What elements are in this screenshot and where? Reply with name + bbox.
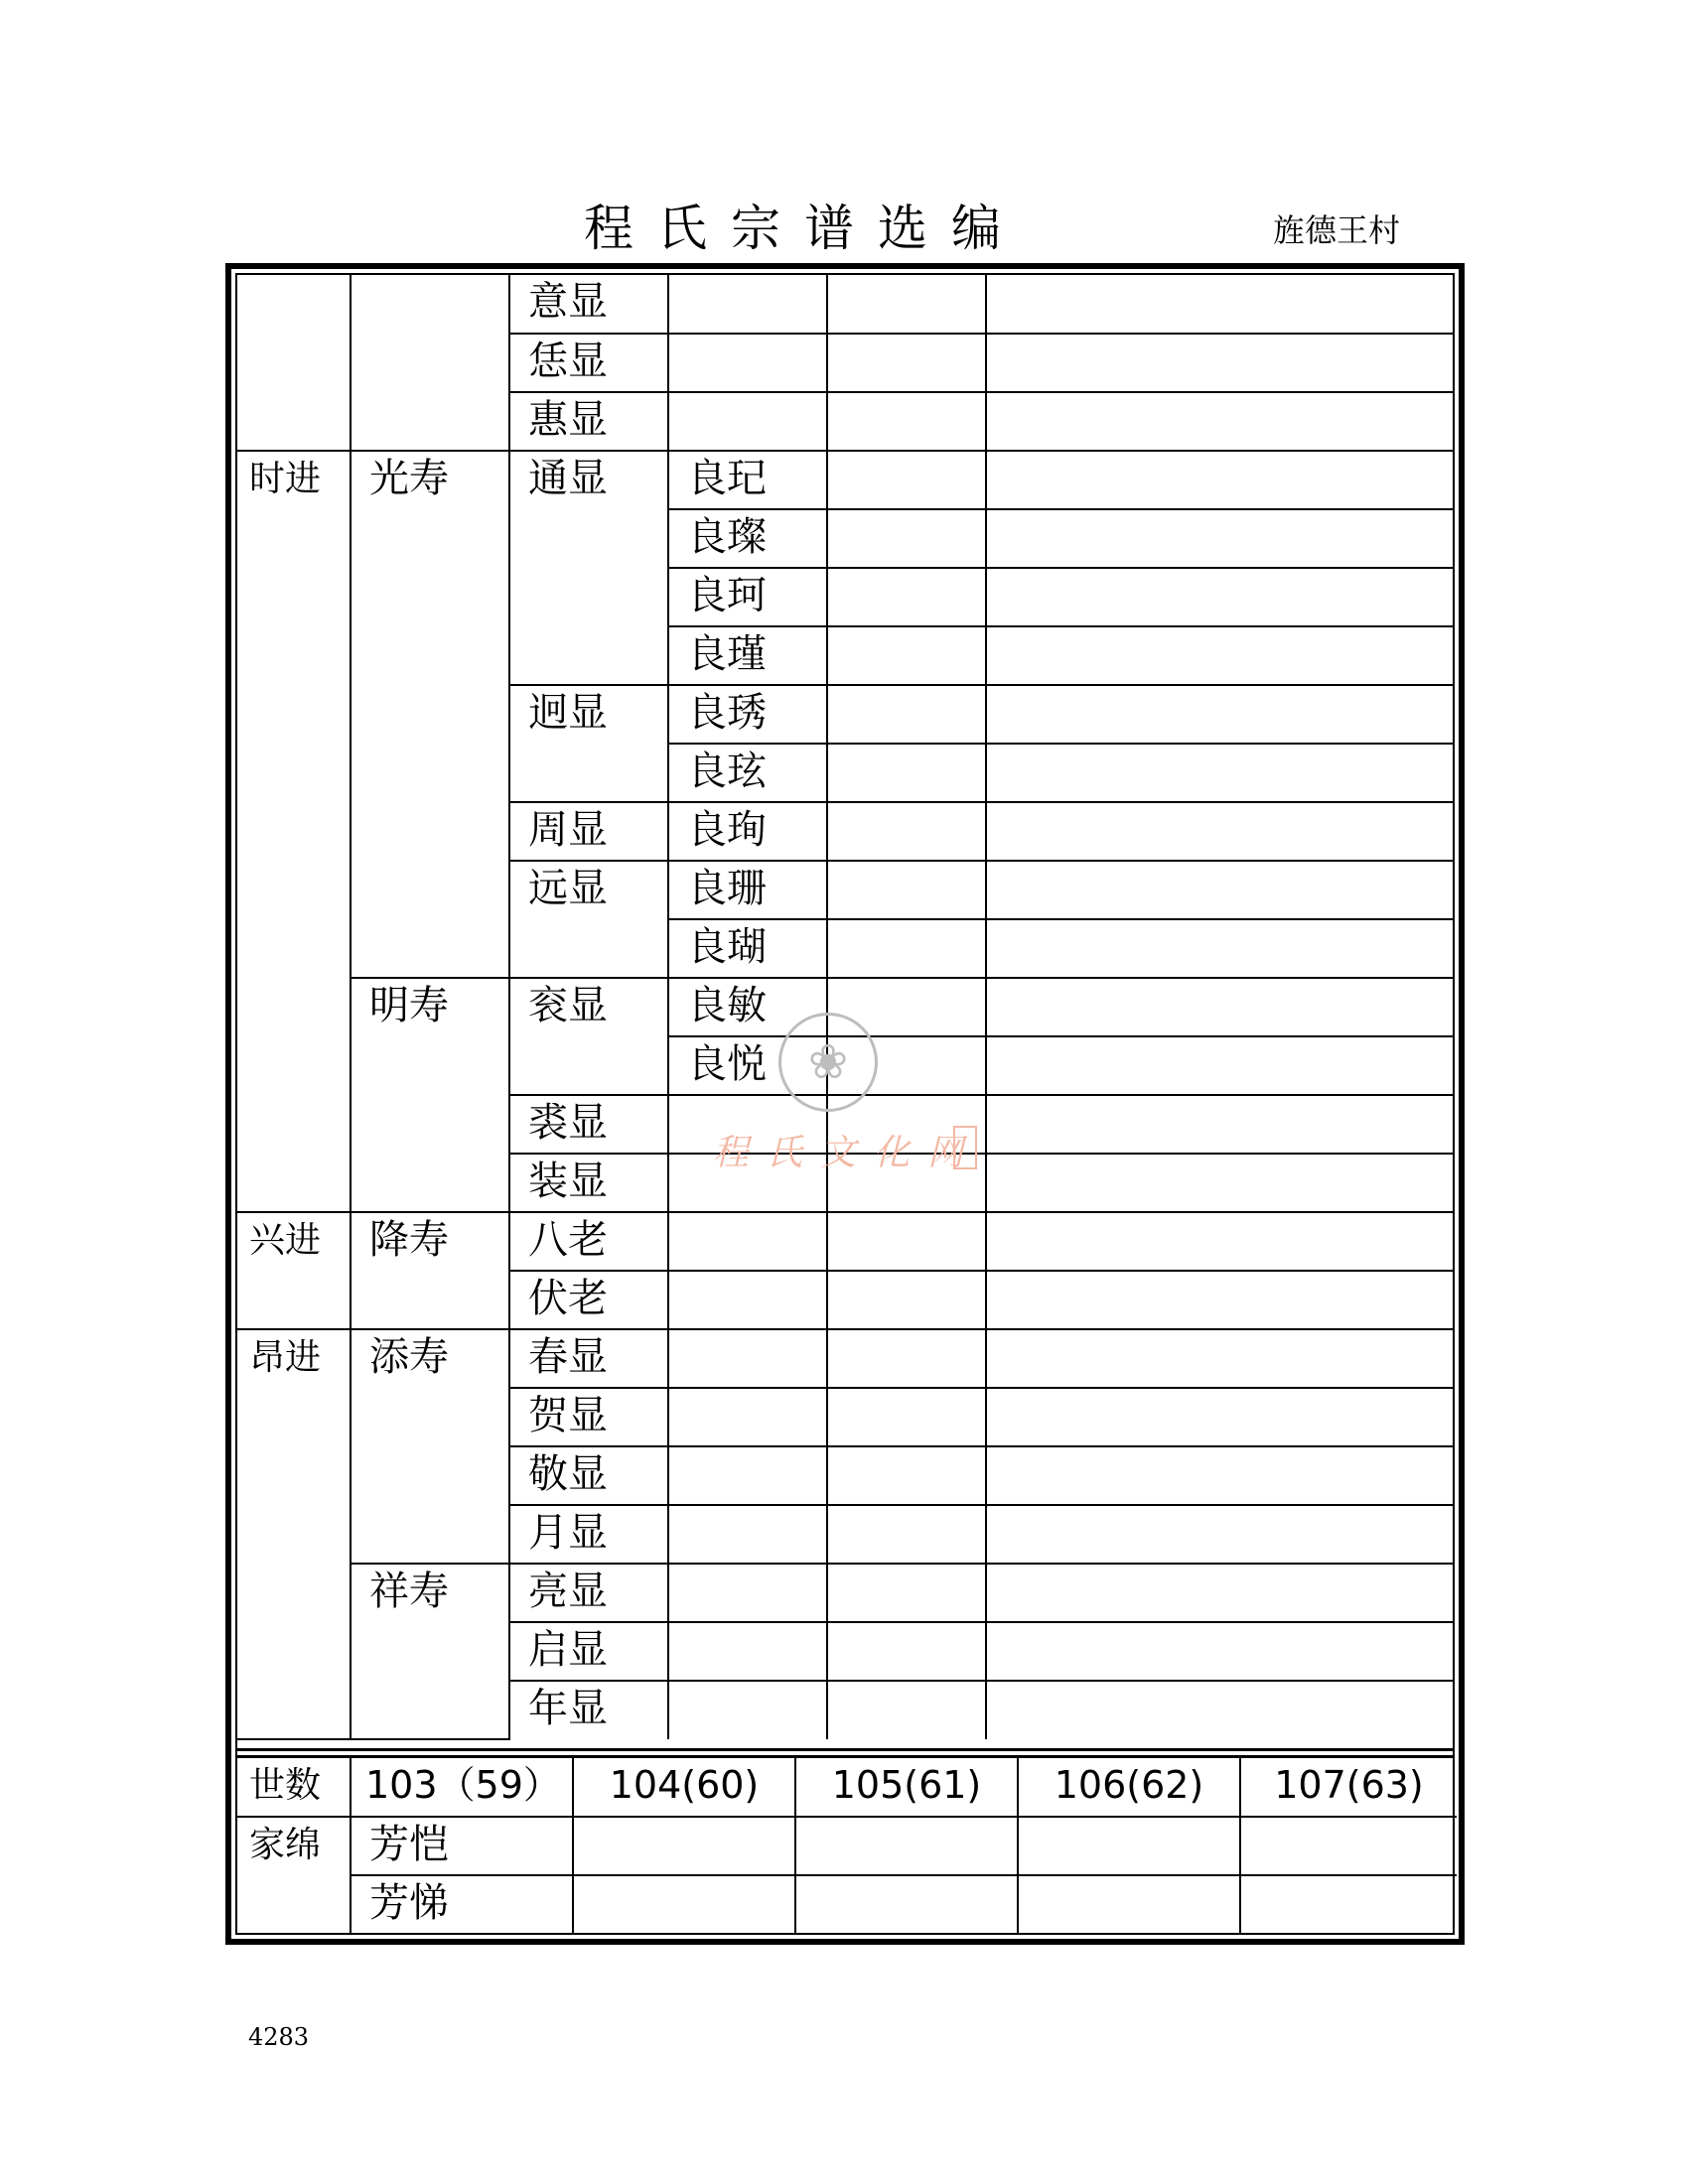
gen4-cell: 良悦 bbox=[668, 1036, 827, 1095]
gen6-cell bbox=[986, 451, 1453, 509]
gen3-cell: 月显 bbox=[509, 1505, 668, 1564]
generation-table bbox=[237, 1758, 1457, 1935]
gen6-cell bbox=[986, 1446, 1453, 1505]
family-row bbox=[237, 1875, 1457, 1934]
gen3-cell: 伏老 bbox=[509, 1271, 668, 1329]
family-cell bbox=[1018, 1817, 1240, 1875]
double-divider bbox=[237, 1748, 1453, 1758]
family-cell bbox=[1240, 1817, 1457, 1875]
gen5-cell bbox=[827, 1622, 986, 1681]
gen6-cell bbox=[986, 802, 1453, 861]
gen4-cell: 良珊 bbox=[668, 861, 827, 919]
watermark-stamp-icon bbox=[953, 1126, 977, 1169]
gen6-cell bbox=[986, 1388, 1453, 1446]
gen5-cell bbox=[827, 334, 986, 392]
gen4-cell bbox=[668, 1329, 827, 1388]
gen4-cell bbox=[668, 334, 827, 392]
gen6-cell bbox=[986, 509, 1453, 568]
gen2-cell: 降寿 bbox=[351, 1212, 509, 1329]
gen4-cell bbox=[668, 1271, 827, 1329]
gen6-cell bbox=[986, 1681, 1453, 1739]
gen6-cell bbox=[986, 978, 1453, 1036]
gen2-cell bbox=[351, 275, 509, 451]
genealogy-table bbox=[237, 275, 1453, 1740]
village-name: 旌德王村 bbox=[1273, 211, 1401, 249]
table-row bbox=[237, 451, 1453, 509]
gen5-cell bbox=[827, 1564, 986, 1622]
gen5-cell bbox=[827, 744, 986, 802]
gen6-cell bbox=[986, 919, 1453, 978]
gen3-cell: 意显 bbox=[509, 275, 668, 334]
table-row bbox=[237, 275, 1453, 334]
page-title: 程氏宗谱选编 bbox=[584, 200, 1025, 257]
gen5-cell bbox=[827, 275, 986, 334]
generation-label: 世数 bbox=[237, 1758, 351, 1817]
page-number: 4283 bbox=[248, 2023, 310, 2051]
family-row bbox=[237, 1817, 1457, 1875]
gen3-cell: 惠显 bbox=[509, 392, 668, 451]
gen6-cell bbox=[986, 1154, 1453, 1212]
branch-cell bbox=[237, 275, 351, 451]
gen4-cell bbox=[668, 1446, 827, 1505]
gen6-cell bbox=[986, 626, 1453, 685]
gen3-cell: 八老 bbox=[509, 1212, 668, 1271]
generation-number: 105(61) bbox=[795, 1758, 1018, 1817]
gen6-cell bbox=[986, 685, 1453, 744]
gen3-cell: 春显 bbox=[509, 1329, 668, 1388]
gen6-cell bbox=[986, 1212, 1453, 1271]
gen4-cell bbox=[668, 1681, 827, 1739]
watermark-text: 程氏文化网 bbox=[713, 1133, 982, 1173]
gen5-cell bbox=[827, 1681, 986, 1739]
family-label: 家绵 bbox=[237, 1817, 351, 1934]
gen5-cell bbox=[827, 1329, 986, 1388]
gen2-cell: 光寿 bbox=[351, 451, 509, 978]
generation-number: 107(63) bbox=[1240, 1758, 1457, 1817]
gen3-cell: 贺显 bbox=[509, 1388, 668, 1446]
gen4-cell: 良瑚 bbox=[668, 919, 827, 978]
generation-number: 106(62) bbox=[1018, 1758, 1240, 1817]
gen5-cell bbox=[827, 802, 986, 861]
gen6-cell bbox=[986, 392, 1453, 451]
branch-cell: 时进 bbox=[237, 451, 351, 1212]
gen5-cell bbox=[827, 1505, 986, 1564]
gen4-cell: 良琇 bbox=[668, 685, 827, 744]
gen6-cell bbox=[986, 1271, 1453, 1329]
gen4-cell bbox=[668, 392, 827, 451]
gen3-cell: 年显 bbox=[509, 1681, 668, 1739]
generation-row bbox=[237, 1758, 1457, 1817]
gen5-cell bbox=[827, 861, 986, 919]
gen6-cell bbox=[986, 861, 1453, 919]
gen4-cell: 良璨 bbox=[668, 509, 827, 568]
family-cell: 芳悌 bbox=[351, 1875, 573, 1934]
gen3-cell: 周显 bbox=[509, 802, 668, 861]
gen6-cell bbox=[986, 1564, 1453, 1622]
gen6-cell bbox=[986, 1622, 1453, 1681]
family-cell bbox=[795, 1875, 1018, 1934]
gen5-cell bbox=[827, 1212, 986, 1271]
gen3-cell: 远显 bbox=[509, 861, 668, 978]
gen4-cell: 良珣 bbox=[668, 802, 827, 861]
gen3-cell: 迥显 bbox=[509, 685, 668, 802]
family-cell: 芳恺 bbox=[351, 1817, 573, 1875]
gen3-cell: 启显 bbox=[509, 1622, 668, 1681]
gen4-cell: 良瑾 bbox=[668, 626, 827, 685]
family-cell bbox=[573, 1875, 795, 1934]
gen5-cell bbox=[827, 509, 986, 568]
family-cell bbox=[1240, 1875, 1457, 1934]
gen3-cell: 裘显 bbox=[509, 1095, 668, 1154]
gen2-cell: 祥寿 bbox=[351, 1564, 509, 1739]
gen6-cell bbox=[986, 275, 1453, 334]
gen5-cell bbox=[827, 392, 986, 451]
gen3-cell: 装显 bbox=[509, 1154, 668, 1212]
gen4-cell bbox=[668, 1622, 827, 1681]
gen5-cell bbox=[827, 685, 986, 744]
gen5-cell bbox=[827, 568, 986, 626]
gen4-cell bbox=[668, 275, 827, 334]
gen4-cell: 良玹 bbox=[668, 744, 827, 802]
generation-number: 104(60) bbox=[573, 1758, 795, 1817]
generation-number: 103（59） bbox=[351, 1758, 573, 1817]
gen3-cell: 敬显 bbox=[509, 1446, 668, 1505]
family-cell bbox=[1018, 1875, 1240, 1934]
gen6-cell bbox=[986, 568, 1453, 626]
gen6-cell bbox=[986, 1095, 1453, 1154]
gen3-cell: 恁显 bbox=[509, 334, 668, 392]
gen4-cell: 良玘 bbox=[668, 451, 827, 509]
watermark-seal-icon: ❀ bbox=[778, 1013, 878, 1112]
gen5-cell bbox=[827, 626, 986, 685]
gen6-cell bbox=[986, 744, 1453, 802]
branch-cell: 昂进 bbox=[237, 1329, 351, 1739]
gen6-cell bbox=[986, 1329, 1453, 1388]
family-cell bbox=[573, 1817, 795, 1875]
gen6-cell bbox=[986, 1505, 1453, 1564]
gen4-cell bbox=[668, 1212, 827, 1271]
gen4-cell: 良敏 bbox=[668, 978, 827, 1036]
gen4-cell bbox=[668, 1388, 827, 1446]
family-cell bbox=[795, 1817, 1018, 1875]
gen2-cell: 添寿 bbox=[351, 1329, 509, 1564]
gen4-cell: 良珂 bbox=[668, 568, 827, 626]
gen3-cell: 衮显 bbox=[509, 978, 668, 1095]
gen6-cell bbox=[986, 334, 1453, 392]
gen3-cell: 亮显 bbox=[509, 1564, 668, 1622]
table-row bbox=[237, 1212, 1453, 1271]
gen5-cell bbox=[827, 1446, 986, 1505]
gen4-cell bbox=[668, 1564, 827, 1622]
gen5-cell bbox=[827, 1271, 986, 1329]
gen4-cell bbox=[668, 1505, 827, 1564]
table-row bbox=[237, 1564, 1453, 1622]
gen5-cell bbox=[827, 451, 986, 509]
gen5-cell bbox=[827, 1388, 986, 1446]
branch-cell: 兴进 bbox=[237, 1212, 351, 1329]
gen6-cell bbox=[986, 1036, 1453, 1095]
gen2-cell: 明寿 bbox=[351, 978, 509, 1212]
gen5-cell bbox=[827, 919, 986, 978]
table-row bbox=[237, 1329, 1453, 1388]
gen3-cell: 通显 bbox=[509, 451, 668, 685]
